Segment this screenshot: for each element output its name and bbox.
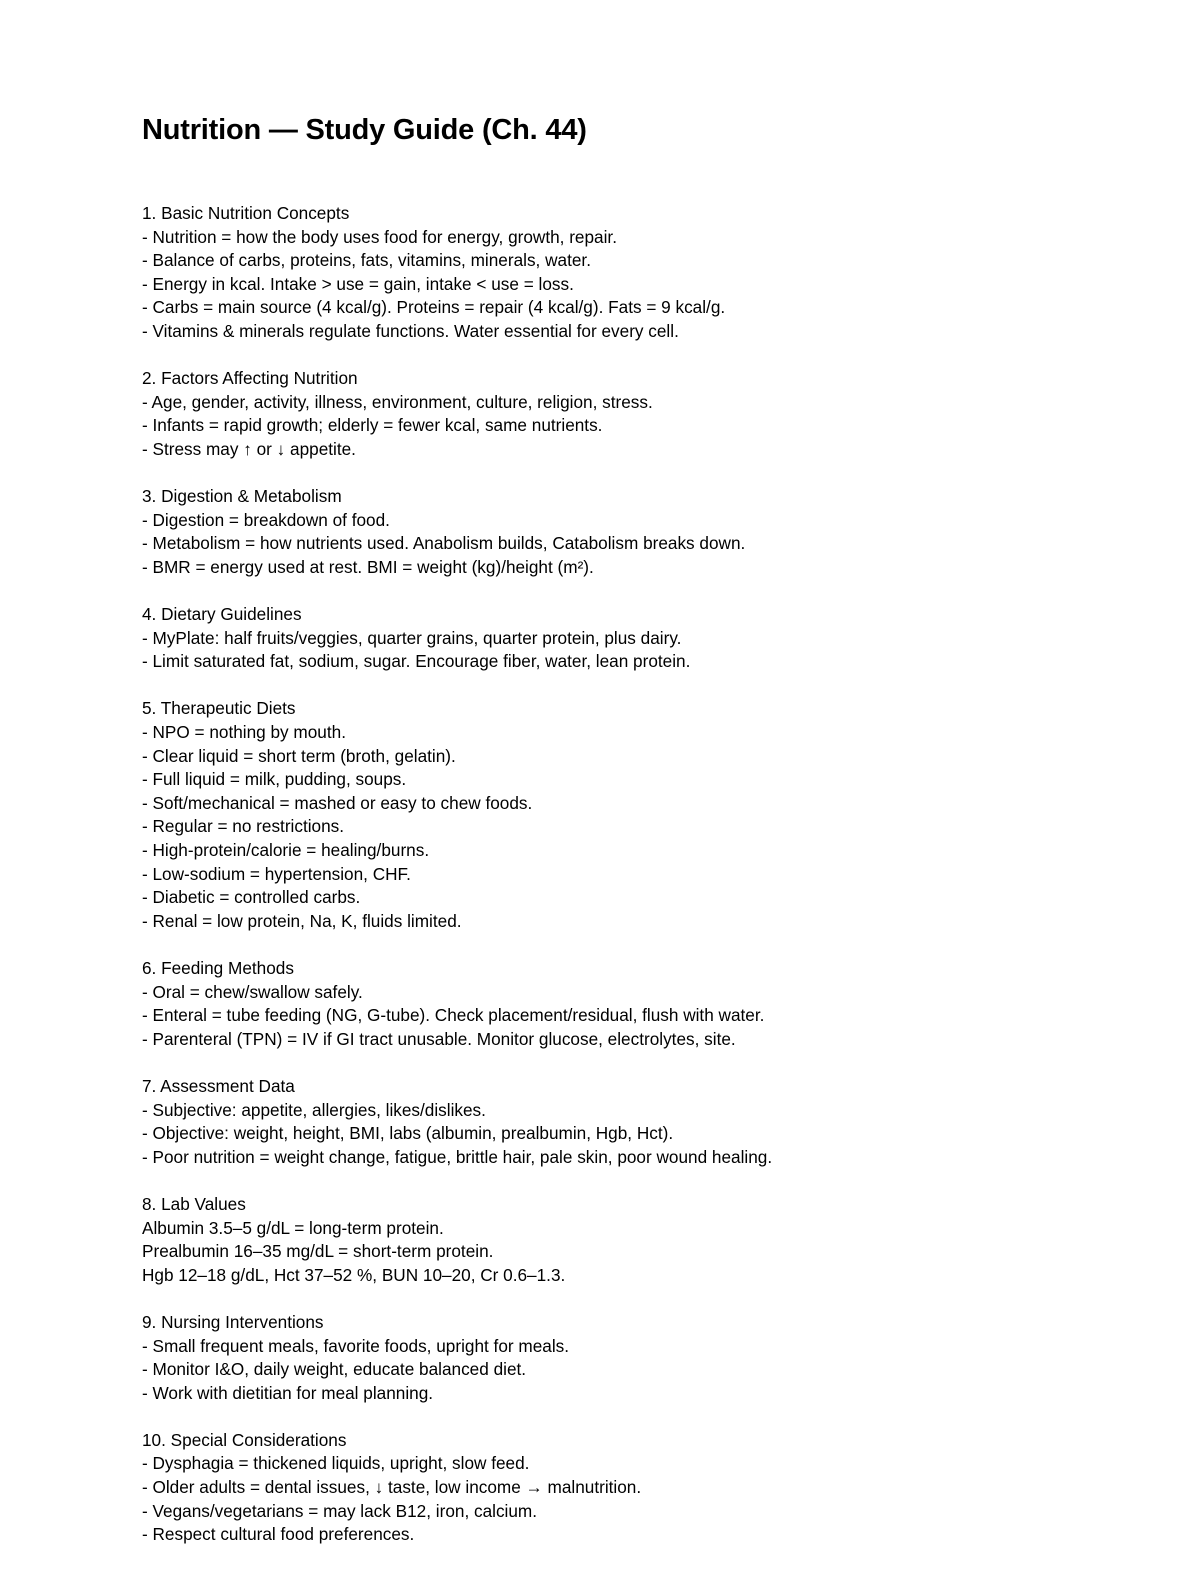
section-line: - Dysphagia = thickened liquids, upright, slow feed.	[142, 1453, 530, 1474]
section-line: - Digestion = breakdown of food.	[142, 509, 390, 530]
section-line: - Regular = no restrictions.	[142, 816, 345, 837]
section-8	[142, 1193, 1142, 1287]
section-heading: 2. Factors Affecting Nutrition	[142, 368, 358, 389]
section-heading: 9. Nursing Interventions	[142, 1311, 324, 1332]
section-line: - Enteral = tube feeding (NG, G-tube). Check placement/residual, flush with water.	[142, 1005, 765, 1026]
section-line: - Balance of carbs, proteins, fats, vitamins, minerals, water.	[142, 250, 591, 271]
section-line: - Infants = rapid growth; elderly = fewer kcal, same nutrients.	[142, 415, 603, 436]
section-heading: 3. Digestion & Metabolism	[142, 486, 342, 507]
section-line: - Subjective: appetite, allergies, likes/dislikes.	[142, 1099, 486, 1120]
section-line: - Older adults = dental issues, ↓ taste, low income → malnutrition.	[142, 1477, 642, 1498]
section-line: - Poor nutrition = weight change, fatigue, brittle hair, pale skin, poor wound healing.	[142, 1146, 773, 1167]
section-line: - BMR = energy used at rest. BMI = weight (kg)/height (m²).	[142, 556, 594, 577]
section-heading: 5. Therapeutic Diets	[142, 698, 296, 719]
section-4	[142, 603, 1142, 674]
section-3	[142, 485, 1142, 579]
section-line: - Parenteral (TPN) = IV if GI tract unusable. Monitor glucose, electrolytes, site.	[142, 1028, 736, 1049]
section-line: Hgb 12–18 g/dL, Hct 37–52 %, BUN 10–20, Cr 0.6–1.3.	[142, 1264, 566, 1285]
section-line: - Objective: weight, height, BMI, labs (albumin, prealbumin, Hgb, Hct).	[142, 1123, 674, 1144]
section-heading: 8. Lab Values	[142, 1193, 246, 1214]
section-line: - Soft/mechanical = mashed or easy to chew foods.	[142, 792, 533, 813]
section-line: - NPO = nothing by mouth.	[142, 722, 346, 743]
document-page	[142, 112, 1142, 1570]
section-line: - MyPlate: half fruits/veggies, quarter grains, quarter protein, plus dairy.	[142, 627, 682, 648]
section-heading: 7. Assessment Data	[142, 1075, 295, 1096]
page-title: Nutrition — Study Guide (Ch. 44)	[142, 114, 587, 146]
section-line: - Stress may ↑ or ↓ appetite.	[142, 438, 356, 459]
section-line: - Nutrition = how the body uses food for energy, growth, repair.	[142, 226, 617, 247]
section-10	[142, 1429, 1142, 1547]
section-line: - Age, gender, activity, illness, environment, culture, religion, stress.	[142, 391, 653, 412]
section-line: - Vitamins & minerals regulate functions. Water essential for every cell.	[142, 320, 679, 341]
sections-container	[142, 202, 1142, 1547]
section-line: - Metabolism = how nutrients used. Anabolism builds, Catabolism breaks down.	[142, 533, 746, 554]
section-9	[142, 1311, 1142, 1405]
section-line: - Limit saturated fat, sodium, sugar. Encourage fiber, water, lean protein.	[142, 651, 691, 672]
section-line: - Vegans/vegetarians = may lack B12, iron, calcium.	[142, 1500, 538, 1521]
section-1	[142, 202, 1142, 344]
section-heading: 4. Dietary Guidelines	[142, 604, 302, 625]
section-line: - Respect cultural food preferences.	[142, 1524, 415, 1545]
section-line: - Full liquid = milk, pudding, soups.	[142, 769, 407, 790]
section-line: - Diabetic = controlled carbs.	[142, 887, 361, 908]
section-heading: 6. Feeding Methods	[142, 958, 294, 978]
section-line: - Energy in kcal. Intake > use = gain, intake < use = loss.	[142, 273, 574, 294]
section-line: - Clear liquid = short term (broth, gelatin).	[142, 745, 456, 766]
section-line: - Renal = low protein, Na, K, fluids limited.	[142, 910, 462, 931]
section-line: - High-protein/calorie = healing/burns.	[142, 840, 430, 861]
section-line: Albumin 3.5–5 g/dL = long-term protein.	[142, 1217, 444, 1238]
section-6	[142, 957, 1142, 1051]
section-line: - Oral = chew/swallow safely.	[142, 981, 363, 1002]
section-heading: 10. Special Considerations	[142, 1429, 347, 1450]
section-line: - Small frequent meals, favorite foods, upright for meals.	[142, 1335, 570, 1356]
section-line: - Monitor I&O, daily weight, educate balanced diet.	[142, 1359, 527, 1380]
section-line: - Carbs = main source (4 kcal/g). Proteins = repair (4 kcal/g). Fats = 9 kcal/g.	[142, 297, 726, 318]
section-2	[142, 367, 1142, 461]
section-heading: 1. Basic Nutrition Concepts	[142, 203, 350, 223]
section-line: Prealbumin 16–35 mg/dL = short-term protein.	[142, 1241, 494, 1262]
section-7	[142, 1075, 1142, 1169]
section-5	[142, 697, 1142, 933]
section-line: - Work with dietitian for meal planning.	[142, 1382, 434, 1403]
section-line: - Low-sodium = hypertension, CHF.	[142, 863, 411, 884]
